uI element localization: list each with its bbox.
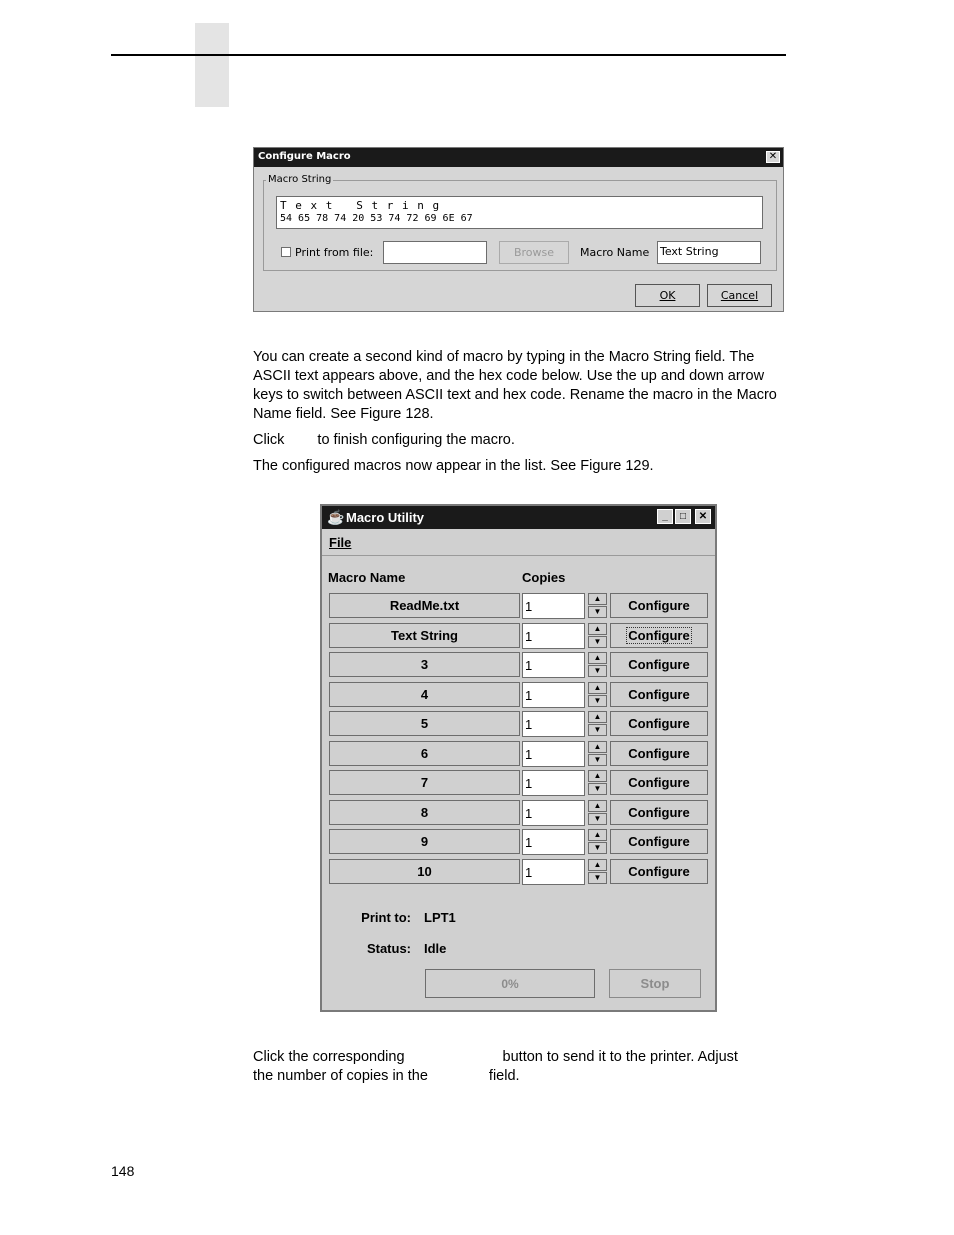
copies-spinner xyxy=(588,770,607,796)
spin-down-icon[interactable]: ▼ xyxy=(588,754,607,766)
copies-input[interactable]: 1 xyxy=(522,623,585,649)
copies-spinner xyxy=(588,800,607,826)
configure-label: Configure xyxy=(628,628,690,643)
macro-name-button[interactable]: 10 xyxy=(329,859,520,884)
macro-string-input[interactable] xyxy=(276,196,763,229)
minimize-icon[interactable]: _ xyxy=(657,509,673,524)
spin-down-icon[interactable]: ▼ xyxy=(588,695,607,707)
spin-up-icon[interactable]: ▲ xyxy=(588,770,607,782)
configure-label: Configure xyxy=(628,864,690,879)
macro-row xyxy=(322,859,717,886)
paragraph-4 xyxy=(253,1048,793,1067)
copies-input[interactable]: 1 xyxy=(522,593,585,619)
configure-button[interactable] xyxy=(610,652,708,677)
configure-label: Configure xyxy=(628,716,690,731)
paragraph-5 xyxy=(253,1067,793,1086)
copies-spinner xyxy=(588,859,607,885)
macro-row xyxy=(322,623,717,650)
group-label: Macro String xyxy=(268,174,332,185)
copies-spinner xyxy=(588,593,607,619)
column-header-copies: Copies xyxy=(522,570,566,585)
configure-button[interactable] xyxy=(610,711,708,736)
spin-down-icon[interactable]: ▼ xyxy=(588,813,607,825)
browse-button[interactable]: Browse xyxy=(499,241,569,264)
configure-button[interactable] xyxy=(610,682,708,707)
window-titlebar xyxy=(322,506,715,529)
copies-input[interactable]: 1 xyxy=(522,859,585,885)
macro-row xyxy=(322,770,717,797)
spin-up-icon[interactable]: ▲ xyxy=(588,859,607,871)
spin-up-icon[interactable]: ▲ xyxy=(588,829,607,841)
macro-name-button[interactable]: 4 xyxy=(329,682,520,707)
header-rule xyxy=(111,54,786,56)
configure-label: Configure xyxy=(628,657,690,672)
paragraph-3: The configured macros now appear in the list. See Figure 129. xyxy=(253,458,654,474)
configure-label: Configure xyxy=(628,775,690,790)
window-title: Macro Utility xyxy=(346,510,425,525)
macro-row xyxy=(322,711,717,738)
macro-name-label: Macro Name xyxy=(580,246,650,259)
paragraph-1: You can create a second kind of macro by typing in the Macro String field. The ASCII text appears above, and the hex code below. Use the up and down arrow keys to switch between ASCII text and hex code. Rename the macro in the Macro Name field. See Figure 128. xyxy=(253,349,777,422)
macro-name-button[interactable]: 6 xyxy=(329,741,520,766)
spin-down-icon[interactable]: ▼ xyxy=(588,724,607,736)
copies-spinner xyxy=(588,652,607,678)
spin-up-icon[interactable]: ▲ xyxy=(588,741,607,753)
spin-down-icon[interactable]: ▼ xyxy=(588,842,607,854)
paragraph-5-end: field. xyxy=(488,1068,520,1084)
copies-input[interactable]: 1 xyxy=(522,711,585,737)
menu-bar xyxy=(322,529,715,556)
copies-input[interactable]: 1 xyxy=(522,829,585,855)
spin-up-icon[interactable]: ▲ xyxy=(588,593,607,605)
progress-text: 0% xyxy=(501,977,519,991)
macro-name-field[interactable]: Text String xyxy=(657,241,761,264)
macro-row xyxy=(322,682,717,709)
macro-name-button[interactable]: 5 xyxy=(329,711,520,736)
copies-input[interactable]: 1 xyxy=(522,741,585,767)
menu-file[interactable]: File xyxy=(329,535,352,550)
configure-label: Configure xyxy=(628,834,690,849)
maximize-icon[interactable]: □ xyxy=(675,509,691,524)
configure-button[interactable] xyxy=(610,800,708,825)
macro-name-button[interactable]: 3 xyxy=(329,652,520,677)
hex-line: 54 65 78 74 20 53 74 72 69 6E 67 xyxy=(280,213,473,224)
copies-input[interactable]: 1 xyxy=(522,770,585,796)
spin-up-icon[interactable]: ▲ xyxy=(588,682,607,694)
dialog-title: Configure Macro xyxy=(258,151,351,162)
page-number: 148 xyxy=(111,1163,135,1179)
macro-name-button[interactable]: ReadMe.txt xyxy=(329,593,520,618)
spin-down-icon[interactable]: ▼ xyxy=(588,606,607,618)
configure-label: Configure xyxy=(628,805,690,820)
copies-input[interactable]: 1 xyxy=(522,800,585,826)
macro-name-button[interactable]: 8 xyxy=(329,800,520,825)
spin-up-icon[interactable]: ▲ xyxy=(588,623,607,635)
dialog-titlebar xyxy=(254,148,783,167)
spin-up-icon[interactable]: ▲ xyxy=(588,800,607,812)
copies-spinner xyxy=(588,829,607,855)
print-to-label: Print to: xyxy=(361,910,411,925)
paragraph-2-start: Click xyxy=(253,432,285,448)
ok-label: OK xyxy=(659,289,676,302)
print-to-value: LPT1 xyxy=(424,910,456,925)
copies-spinner xyxy=(588,711,607,737)
macro-name-button[interactable]: 7 xyxy=(329,770,520,795)
paragraph-4-end: button to send it to the printer. Adjust xyxy=(502,1049,738,1065)
paragraph-2-end: to finish configuring the macro. xyxy=(317,432,515,448)
chapter-tab-marker xyxy=(195,23,229,107)
configure-button[interactable] xyxy=(610,623,708,648)
macro-row xyxy=(322,800,717,827)
copies-spinner xyxy=(588,623,607,649)
macro-row xyxy=(322,652,717,679)
close-icon[interactable]: ✕ xyxy=(695,509,711,524)
macro-name-button[interactable]: Text String xyxy=(329,623,520,648)
configure-label: Configure xyxy=(628,598,690,613)
configure-button[interactable] xyxy=(610,593,708,618)
configure-label: Configure xyxy=(628,687,690,702)
paragraph-4-start: Click the corresponding xyxy=(253,1049,405,1065)
spin-down-icon[interactable]: ▼ xyxy=(588,665,607,677)
copies-input[interactable]: 1 xyxy=(522,652,585,678)
configure-macro-dialog xyxy=(253,147,784,312)
spin-down-icon[interactable]: ▼ xyxy=(588,783,607,795)
configure-button[interactable] xyxy=(610,859,708,884)
configure-button[interactable] xyxy=(610,770,708,795)
spin-up-icon[interactable]: ▲ xyxy=(588,652,607,664)
status-value: Idle xyxy=(424,941,447,956)
close-icon[interactable]: ✕ xyxy=(766,151,780,163)
configure-button[interactable] xyxy=(610,829,708,854)
macro-row xyxy=(322,593,717,620)
spin-down-icon[interactable]: ▼ xyxy=(588,636,607,648)
stop-button[interactable]: Stop xyxy=(609,969,701,998)
paragraph-2 xyxy=(253,431,793,450)
column-header-macro-name: Macro Name xyxy=(328,570,406,585)
macro-utility-window xyxy=(320,504,717,1012)
print-from-file-label: Print from file: xyxy=(295,246,374,259)
configure-button[interactable] xyxy=(610,741,708,766)
copies-spinner xyxy=(588,682,607,708)
print-from-file-checkbox[interactable] xyxy=(281,247,291,257)
file-path-field[interactable] xyxy=(383,241,487,264)
copies-input[interactable]: 1 xyxy=(522,682,585,708)
spin-down-icon[interactable]: ▼ xyxy=(588,872,607,884)
ascii-line: T e x t S t r i n g xyxy=(280,199,441,212)
cancel-label: Cancel xyxy=(720,289,759,302)
cancel-button[interactable] xyxy=(707,284,772,307)
macro-row xyxy=(322,829,717,856)
ok-button[interactable] xyxy=(635,284,700,307)
status-label: Status: xyxy=(366,941,411,956)
copies-spinner xyxy=(588,741,607,767)
paragraph-5-start: the number of copies in the xyxy=(253,1068,428,1084)
spin-up-icon[interactable]: ▲ xyxy=(588,711,607,723)
java-cup-icon: ☕ xyxy=(327,509,345,525)
progress-bar xyxy=(425,969,595,998)
macro-name-button[interactable]: 9 xyxy=(329,829,520,854)
configure-label: Configure xyxy=(628,746,690,761)
macro-row xyxy=(322,741,717,768)
